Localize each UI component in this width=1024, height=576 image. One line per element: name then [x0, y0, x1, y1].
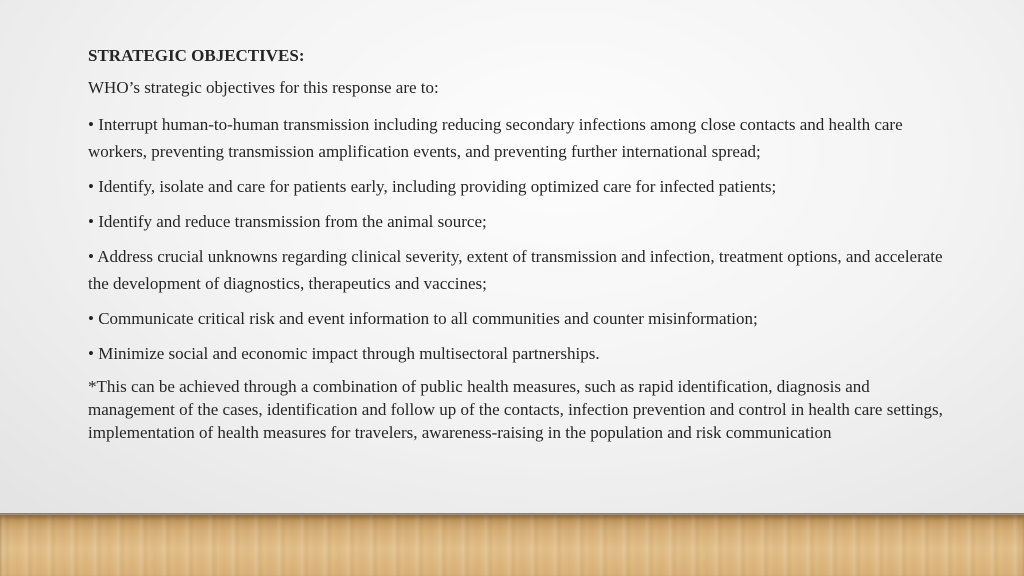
footnote-text: *This can be achieved through a combination of public health measures, such as rapid identification, diagnosis and management of the cases, identification and follow up of the contacts, infection prevention and control in health care settings, implementation of health measures for travelers, awareness-raising in the population and risk communication: [88, 377, 943, 442]
bullet-item: • Communicate critical risk and event information to all communities and counter misinformation;: [88, 309, 758, 328]
intro-text: WHO’s strategic objectives for this response are to:: [88, 78, 439, 97]
wood-floor-decoration: [0, 515, 1024, 576]
bullet-item: • Address crucial unknowns regarding clinical severity, extent of transmission and infection, treatment options, and accelerate the development of diagnostics, therapeutics and vaccines;: [88, 247, 943, 293]
slide-content: [88, 44, 948, 444]
bullet-item: • Interrupt human-to-human transmission including reducing secondary infections among close contacts and health care workers, preventing transmission amplification events, and preventing further international spread;: [88, 115, 903, 161]
bullet-item: • Identify, isolate and care for patients early, including providing optimized care for infected patients;: [88, 177, 777, 196]
bullet-item: • Minimize social and economic impact through multisectoral partnerships.: [88, 344, 600, 363]
slide-heading: STRATEGIC OBJECTIVES:: [88, 46, 305, 65]
bullet-item: • Identify and reduce transmission from the animal source;: [88, 212, 487, 231]
